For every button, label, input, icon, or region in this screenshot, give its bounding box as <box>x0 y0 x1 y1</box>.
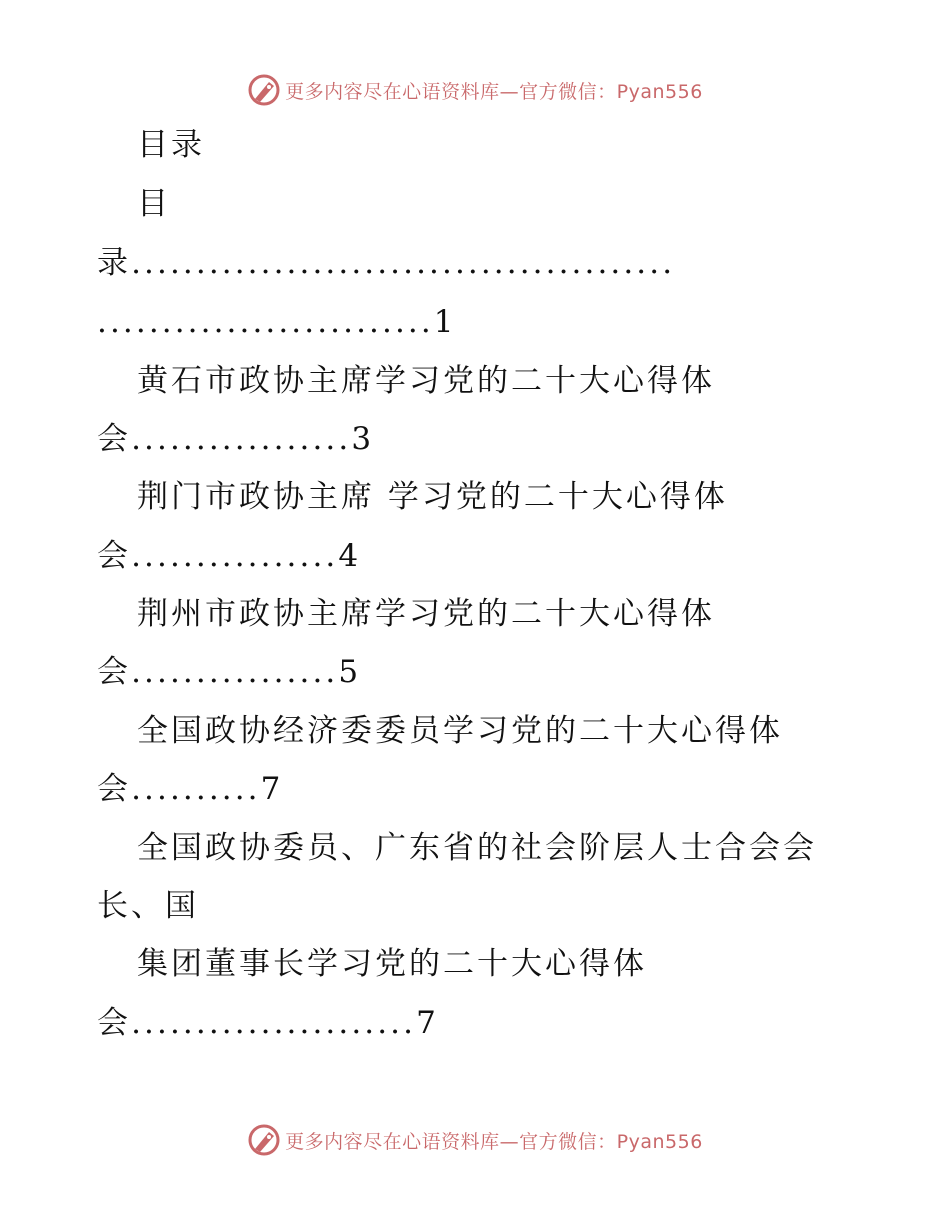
toc-entry-leader-page: 会......................7 <box>97 1005 439 1041</box>
toc-entry-title: 全国政协委员、广东省的社会阶层人士合会会 <box>137 830 817 866</box>
toc-entry-title: 全国政协经济委委员学习党的二十大心得体 <box>137 713 783 749</box>
pen-nib-logo-icon <box>247 1123 281 1157</box>
toc-entry-title: 荆州市政协主席学习党的二十大心得体 <box>137 596 715 632</box>
watermark-text: 更多内容尽在心语资料库—官方微信：Pyan556 <box>285 1130 703 1153</box>
toc-entry-leader-page: 会.................3 <box>97 421 375 457</box>
toc-entry-title: 荆门市政协主席 学习党的二十大心得体 <box>137 479 728 515</box>
watermark-banner-bottom <box>0 1120 950 1160</box>
toc-entry-leader-page: 会..........7 <box>97 771 284 807</box>
toc-entry-leader-page: ..........................1 <box>97 304 457 340</box>
pen-nib-logo-icon <box>247 73 281 107</box>
toc-entry-leader-page: 会................4 <box>97 538 362 574</box>
toc-entry-title: 黄石市政协主席学习党的二十大心得体 <box>137 363 715 399</box>
toc-entry-title: 集团董事长学习党的二十大心得体 <box>137 946 647 982</box>
toc-heading: 目录 <box>137 127 205 163</box>
toc-entry-continuation: 长、国 <box>97 888 199 924</box>
watermark-text: 更多内容尽在心语资料库—官方微信：Pyan556 <box>285 80 703 103</box>
toc-entry-leader: 录.......................................... <box>97 245 676 281</box>
watermark-banner-top <box>0 70 950 110</box>
toc-entry-leader-page: 会................5 <box>97 654 362 690</box>
toc-entry-title: 目 <box>137 186 171 222</box>
